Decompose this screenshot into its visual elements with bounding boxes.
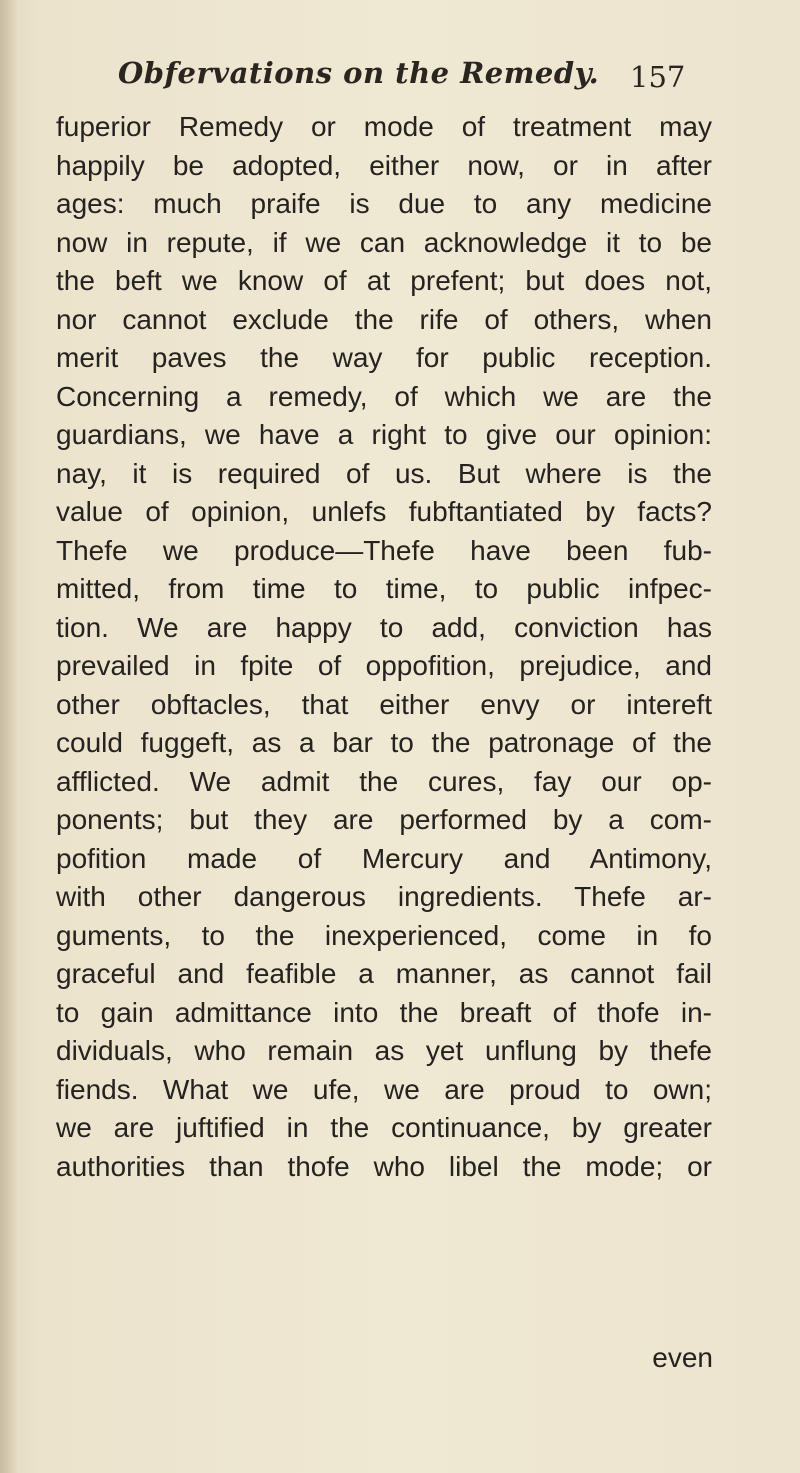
- text-line: mitted, from time to time, to public infpec-: [56, 573, 712, 604]
- running-title: Obfervations on the Remedy.: [118, 56, 600, 90]
- running-head: [0, 56, 800, 96]
- text-line: pofition made of Mercury and Antimony,: [56, 842, 712, 874]
- text-line: ages: much praife is due to any medicine: [56, 188, 712, 219]
- text-line: could fuggeft, as a bar to the patronage of the: [56, 727, 712, 758]
- text-line: to gain admittance into the breaft of thofe in-: [56, 996, 712, 1028]
- text-line: fuperior Remedy or mode of treatment may: [56, 111, 712, 142]
- text-line: graceful and feafible a manner, as cannot fail: [56, 958, 712, 989]
- text-line: we are juftified in the continuance, by greater: [56, 1112, 712, 1143]
- catchword: even: [652, 1342, 713, 1373]
- body-text: [56, 108, 712, 1186]
- gutter-shadow: [0, 0, 18, 1473]
- text-line: happily be adopted, either now, or in after: [56, 149, 712, 181]
- text-line: ponents; but they are performed by a com-: [56, 804, 712, 835]
- text-line: tion. We are happy to add, conviction has: [56, 611, 712, 643]
- text-line: prevailed in fpite of oppofition, prejudice, and: [56, 650, 712, 681]
- text-line: the beft we know of at prefent; but does not,: [56, 265, 712, 296]
- text-line: nor cannot exclude the rife of others, when: [56, 303, 712, 335]
- text-line: nay, it is required of us. But where is the: [56, 457, 712, 489]
- text-line: afflicted. We admit the cures, fay our op-: [56, 765, 712, 797]
- text-line: other obftacles, that either envy or intereft: [56, 688, 712, 720]
- text-line: dividuals, who remain as yet unflung by thefe: [56, 1035, 712, 1066]
- text-line: Thefe we produce—Thefe have been fub-: [56, 534, 712, 566]
- page-number: 157: [630, 60, 686, 94]
- text-line: value of opinion, unlefs fubftantiated by facts?: [56, 496, 712, 527]
- text-line: now in repute, if we can acknowledge it to be: [56, 226, 712, 258]
- text-line: guardians, we have a right to give our opinion:: [56, 419, 712, 450]
- text-line: merit paves the way for public reception.: [56, 342, 712, 373]
- text-line: with other dangerous ingredients. Thefe ar-: [56, 881, 712, 912]
- text-line: fiends. What we ufe, we are proud to own;: [56, 1073, 712, 1105]
- text-line: authorities than thofe who libel the mode; or: [56, 1150, 712, 1182]
- text-line: guments, to the inexperienced, come in fo: [56, 919, 712, 951]
- text-line: Concerning a remedy, of which we are the: [56, 380, 712, 412]
